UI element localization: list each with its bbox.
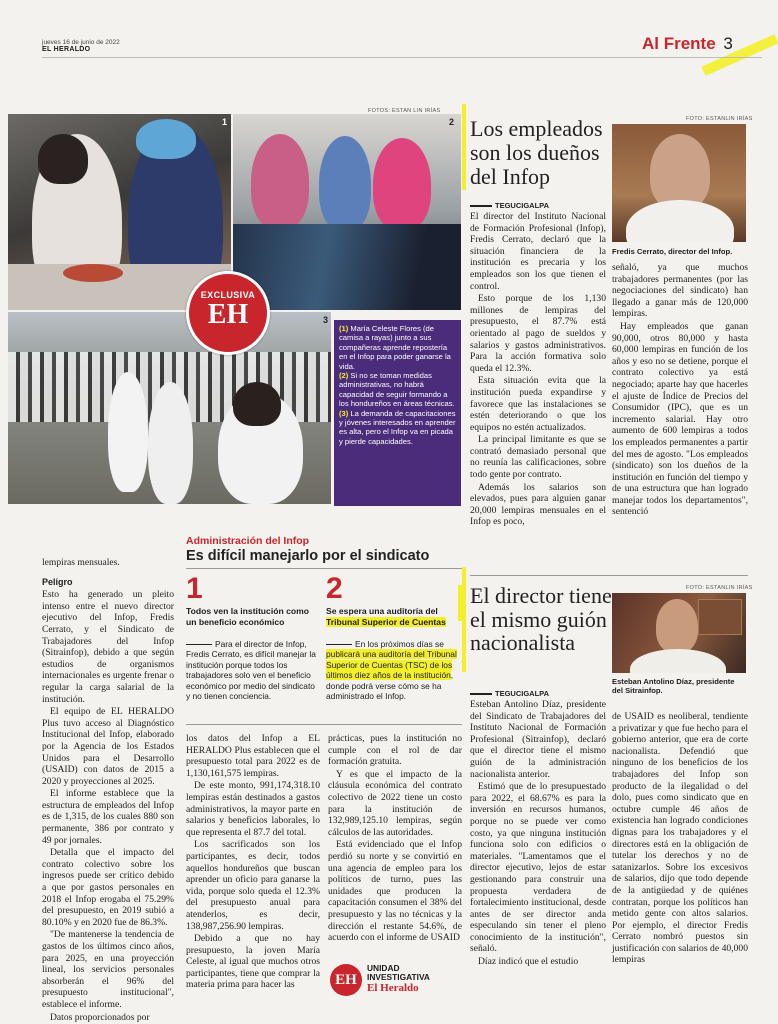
eh-mark: EH [330,964,362,996]
item-heading-b: Tribunal Superior de Cuentas [326,616,446,627]
paragraph: de USAID es neoliberal, tendiente a privatizar y que fue hecho para el gobierno anterior, que era de corte nacionalista. Defendió que ninguno de los beneficios de los trabajadores del Infop son producto de la ilegalidad o del dolo, pues como sindicato que en octubre cumple 46 años de existencia han logrado condiciones dignas para los trabajadores y el directores está en la obligación de tutelar los derechos y no de satanizarlos. Sobre los excesivos de salarios, dijo que todo depende de la antigüedad y de quiénes contratan, porque los políticos han metido gente con altos salarios. Por ejemplo, el director Fredis Cerrato nombró puestos sin justificación con salarios de 40,000 lempiras [612,711,748,966]
paragraph: El informe establece que la estructura de empleados del Infop es de 1,315, de los cuales 880 son permanente, 386 por contrato y 49 por jornales. [42,788,174,846]
paragraph: Detalla que el impacto del contrato colectivo sobre los ingresos puede ser crítico debido a que por gastos personales en 2018 el Infop erogaba el 75.29% del presupuesto, en 2019 subió a 80.10% y en 2020 fue de 86.3%. [42,847,174,928]
paragraph: Está evidenciado que el Infop perdió su norte y se convirtió en una agencia de empleo para los políticos de turno, pues las unidades que producen la capacitación consumen el 38% del presupuesto y las no técnicas y la dirección el restante 54.6%, de acuerdo con el informe de USAID [328,839,462,944]
paragraph: Y es que el impacto de la cláusula económica del contrato colectivo de 2022 tiene un costo para la institución de 132,989,125.10 lempiras, según cálculos de las autoridades. [328,768,462,838]
caption-item [339,324,456,371]
photo-figure [319,136,371,231]
item-text-a: En los próximos días se [355,639,444,649]
photo-number-1: 1 [222,117,228,127]
sidebar-rule [186,568,462,569]
subhead-peligro: Peligro [42,576,73,587]
caption-text: María Celeste Flores (de camisa a rayas) junto a sus compañeras aprende repostería en el Infop para poder ganarse la vida. [339,324,451,371]
photo-number-3: 3 [323,315,329,325]
item-heading [326,606,462,627]
eh-logo: EH [207,299,249,330]
caption-number: (3) [339,408,349,418]
paragraph: El director del Instituto Nacional de Formación Profesional (Infop), Fredis Cerrato, declaró que la situación financiera de la institución es precaria y los empleados son los que tienen el control. [470,211,606,292]
caption-item [339,371,456,409]
paragraph: los datos del Infop a EL HERALDO Plus establecen que el presupuesto total para 2022 es de 1,130,161,575 lempiras. [186,733,320,779]
dash-rule [326,644,352,645]
unit-line-1: UNIDAD [367,963,400,973]
paper-name: EL HERALDO [42,46,91,53]
sidebar-bottom-rule [186,724,462,725]
photo-credit-main: FOTOS: ESTAN LIN IRÍAS [368,108,441,114]
paragraph: Díaz indicó que el estudio [478,956,579,968]
caption-number: (2) [339,371,349,381]
paragraph: Esteban Antolino Díaz, presidente del Sindicato de Trabajadores del Instituto Nacional de Formación Profesional (Sitrainfop), declaró que el director tiene el mismo guión de la administración nacionalista anterior. [470,699,606,780]
photo-figure [136,119,196,159]
portrait-esteban-antolino-diaz [612,593,746,673]
masthead [42,39,120,53]
paragraph: Estimó que de lo presupuestado para 2022, el 68.67% es para la inversión en recursos humanos, porque no se puede ver como costo, ya que ninguna institución funciona solo con edificios o materiales. "Lamentamos que el director ejecutivo, lejos de estar gestionando para construir una propuesta verdadera de fortalecimiento institucional, desde antes de ser director anda especulando sin tener el pleno conocimiento de la institución", señaló. [470,781,606,955]
highlighter-mark [462,104,466,190]
story2-rule [470,575,748,576]
paragraph: Los sacrificados son los participantes, es decir, todos aquellos hondureños que buscan aprender un oficio para ganarse la vida, porque solo queda el 12.3% del presupuesto anual para atenderlos, es decir, 138,987,256.90 lempiras. [186,839,320,932]
portrait-figure [626,200,734,242]
section-label [642,34,733,54]
paragraph: Esta situación evita que la institución pueda expandirse y favorece que las instalaciones se estén deteriorando o que los equipos no estén actualizados. [470,375,606,433]
photo-figure [233,382,281,426]
unit-line-3: El Heraldo [367,982,419,994]
portrait-figure [650,134,710,210]
caption-number: (1) [339,324,349,333]
portrait-caption-diaz: Esteban Antolino Díaz, presidente del Sitrainfop. [612,677,735,696]
item-text-b: publicará una auditoría del Tribunal Superior de Cuentas (TSC) de los últimos diez años de la institución [326,649,457,681]
item-text [186,639,320,701]
sidebar-kicker: Administración del Infop [186,535,310,547]
photo-caption [334,320,461,506]
middle-column-a [186,733,320,992]
paragraph: La principal limitante es que se contrató demasiado personal que no reunía las calificaciones, sobre todo gente por contrato. [470,434,606,481]
unit-line-2: INVESTIGATIVA [367,972,430,982]
photo-tray [63,264,123,282]
story1-column-1 [470,211,606,529]
paragraph: De este monto, 991,174,318.10 lempiras están destinados a gastos administrativos, la mayor parte en salarios y beneficios laborales, lo que representa el 87.7 del total. [186,780,320,838]
caption-text: Si no se toman medidas administrativas, no habrá capacidad de seguir formando a los hondureños en áreas técnicas. [339,371,455,409]
photo-figure [108,372,148,492]
sidebar-title: Es difícil manejarlo por el sindicato [186,548,430,564]
paragraph: El equipo de EL HERALDO Plus tuvo acceso al Diagnóstico Institucional del Infop, elaborado por la Agencia de los Estados Unidos para el Desarrollo (USAID) con datos de 2015 a 2020 y proyecciones al 2025. [42,706,174,787]
exclusive-badge [186,271,270,355]
portrait-sign [698,599,742,635]
section-title: Al Frente [642,34,716,53]
story1-headline: Los empleados son los dueños del Infop [470,116,603,189]
photo-figure [251,134,309,229]
caption-item [339,409,456,447]
middle-column-b [328,733,462,945]
sidebar-item-2 [326,574,462,701]
paragraph: Esto porque de los 1,130 millones de lempiras del presupuesto, el 87.7% está orientado al pago de sueldos y salarios y gastos administrativos. Para la acción formativa solo queda el 12.3%. [470,293,606,374]
photo-credit-bottom-portrait: FOTO: ESTANLIN IRÍAS [686,585,753,591]
item-number: 1 [186,572,203,605]
paragraph: lempiras mensuales. [42,557,120,568]
paragraph: Esto ha generado un pleito intenso entre el nuevo director ejecutivo del Infop, Fredis Cerrato, y el Sindicato de Trabajadores del Infop (Sitrainfop), debido a que según estudios de organismos internacionales es urgente frenar o regular la carga salarial de la institución. [42,589,174,705]
photo-figure [148,382,193,504]
item-number: 2 [326,572,343,605]
paragraph: "De mantenerse la tendencia de gastos de los últimos cinco años, para 2025, en una proyección lineal, los servicios personales absorberán el 96% del presupuesto institucional", establece el informe. [42,929,174,1010]
photo-figure [38,134,88,184]
portrait-caption-cerrato: Fredis Cerrato, director del Infop. [612,247,733,256]
exclusive-label: EXCLUSIVA [200,290,256,300]
story1-column-2 [612,262,748,519]
portrait-figure [656,599,698,653]
paragraph: Datos proporcionados por [50,1011,150,1023]
portrait-figure [630,649,726,673]
photo-bakery-class [8,114,231,310]
portrait-fredis-cerrato [612,124,746,242]
paragraph: prácticas, pues la institución no cumple con el rol de dar formación gratuita. [328,733,462,768]
item-text-body: Para el director de Infop, Fredis Cerrato, es difícil manejar la institución porque todos los trabajadores solo ven el beneficio económico por medio del sindicato y no tienen conciencia. [186,639,316,702]
photo-workshop [233,114,461,310]
issue-date: jueves 16 de junio de 2022 [42,39,120,46]
left-column [42,557,174,1024]
dash-rule [186,644,212,645]
page-number: 3 [723,34,733,53]
story2-column-1 [470,699,606,969]
caption-text: La demanda de capacitaciones y jóvenes interesados en aprender es alta, pero el Infop va en picada y pierde capacidades. [339,408,456,446]
highlighter-mark [462,567,466,672]
paragraph: Hay empleados que ganan 90,000, otros 80,000 y hasta 60,000 lempiras en función de los años y eso no se detiene, porque el contrato colectivo ya está negociado; aparte hay que hacerles el ajuste de Índice de Precios del Consumidor (IPC), que es un incremento salarial. Hay otro aumento de 600 lempiras a todos los empleados permanentes a partir del mes de agosto. "Los empleados (sindicato) son los dueños de la institución en función del tiempo y de una estructura que han logrado manejar todos los departamentos", sentenció [612,320,748,518]
paragraph: Además los salarios son elevados, pues para alguien ganar 20,000 lempiras mensuales en el Infop es poco, [470,481,606,528]
item-text [326,639,462,701]
story1-dateline: TEGUCIGALPA [470,201,549,210]
unidad-investigativa-logo [330,962,462,1000]
photo-figure [373,138,431,230]
photo-credit-top-portrait: FOTO: ESTANLIN IRÍAS [686,116,753,122]
photo-number-2: 2 [449,117,455,127]
item-heading: Todos ven la institución como un beneficio económico [186,606,310,627]
item-heading-a: Se espera una auditoría del [326,606,438,616]
paragraph: Debido a que no hay presupuesto, la joven María Celeste, al igual que muchos otros participantes, tiene que comprar la materia prima para hacer las [186,933,320,991]
story2-dateline: TEGUCIGALPA [470,689,549,698]
sidebar-item-1 [186,574,320,701]
photo-students-crowd [8,312,331,504]
item-text-c: , donde podrá verse cómo se ha administrado el Infop. [326,670,454,702]
header-rule [42,57,762,58]
paragraph: señaló, ya que muchos trabajadores permanentes (por las negociaciones del sindicato) han llegado a ganar más de 120,000 lempiras. [612,262,748,320]
story2-column-2 [612,711,748,967]
story2-headline: El director tiene el mismo guión nacionalista [470,583,612,655]
